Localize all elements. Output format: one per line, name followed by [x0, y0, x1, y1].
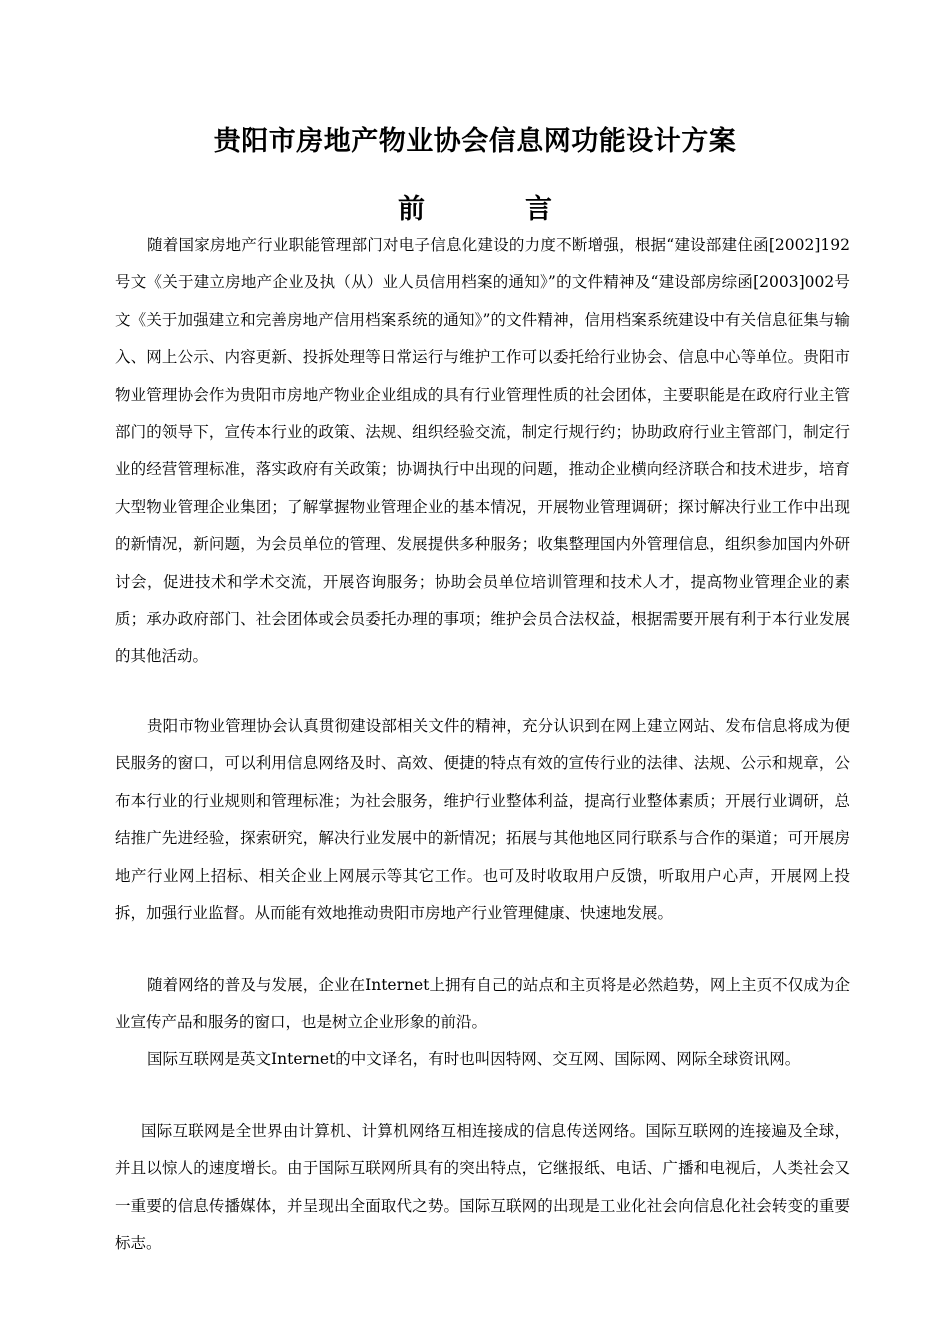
paragraph-4: 国际互联网是英文Internet的中文译名，有时也叫因特网、交互网、国际网、网际全球资讯网。 [147, 1050, 801, 1068]
section-heading-char-2: 言 [525, 194, 552, 225]
paragraph-2: 贵阳市物业管理协会认真贯彻建设部相关文件的精神，充分认识到在网上建立网站、发布信息将成为便民服务的窗口，可以利用信息网络及时、高效、便捷的特点有效的宣传行业的法律、法规、公示和规章，公布本行业的行业规则和管理标准；为社会服务，维护行业整体利益，提高行业整体素质；开展行业调研，总结推广先进经验，探索研究，解决行业发展中的新情况；拓展与其他地区同行联系与合作的渠道；可开展房地产行业网上招标、相关企业上网展示等其它工作。也可及时收取用户反馈，听取用户心声，开展网上投拆，加强行业监督。从而能有效地推动贵阳市房地产行业管理健康、快速地发展。 [115, 717, 850, 923]
document-title: 贵阳市房地产物业协会信息网功能设计方案 [213, 126, 737, 157]
paragraph-3: 随着网络的普及与发展，企业在Internet上拥有自己的站点和主页将是必然趋势，网上主页不仅成为企业宣传产品和服务的窗口，也是树立企业形象的前沿。 [115, 976, 850, 1032]
paragraph-5: 国际互联网是全世界由计算机、计算机网络互相连接成的信息传送网络。国际互联网的连接遍及全球，并且以惊人的速度增长。由于国际互联网所具有的突出特点，它继报纸、电话、广播和电视后，人类社会又一重要的信息传播媒体，并呈现出全面取代之势。国际互联网的出现是工业化社会向信息化社会转变的重要标志。 [115, 1122, 850, 1253]
paragraph-1: 随着国家房地产行业职能管理部门对电子信息化建设的力度不断增强，根据“建设部建住函[2002]192号文《关于建立房地产企业及执（从）业人员信用档案的通知》”的文件精神及“建设部房综函[2003]002号文《关于加强建立和完善房地产信用档案系统的通知》”的文件精神，信用档案系统建设中有关信息征集与输入、网上公示、内容更新、投拆处理等日常运行与维护工作可以委托给行业协会、信息中心等单位。贵阳市物业管理协会作为贵阳市房地产物业企业组成的具有行业管理性质的社会团体，主要职能是在政府行业主管部门的领导下，宣传本行业的政策、法规、组织经验交流，制定行规行约；协助政府行业主管部门，制定行业的经营管理标准，落实政府有关政策；协调执行中出现的问题，推动企业横向经济联合和技术进步，培育大型物业管理企业集团；了解掌握物业管理企业的基本情况，开展物业管理调研；探讨解决行业工作中出现的新情况，新问题，为会员单位的管理、发展提供多种服务；收集整理国内外管理信息，组织参加国内外研讨会，促进技术和学术交流，开展咨询服务；协助会员单位培训管理和技术人才，提高物业管理企业的素质；承办政府部门、社会团体或会员委托办理的事项；维护会员合法权益，根据需要开展有利于本行业发展的其他活动。 [115, 236, 850, 666]
section-heading-char-1: 前 [398, 194, 425, 225]
section-heading-preface [0, 190, 950, 230]
